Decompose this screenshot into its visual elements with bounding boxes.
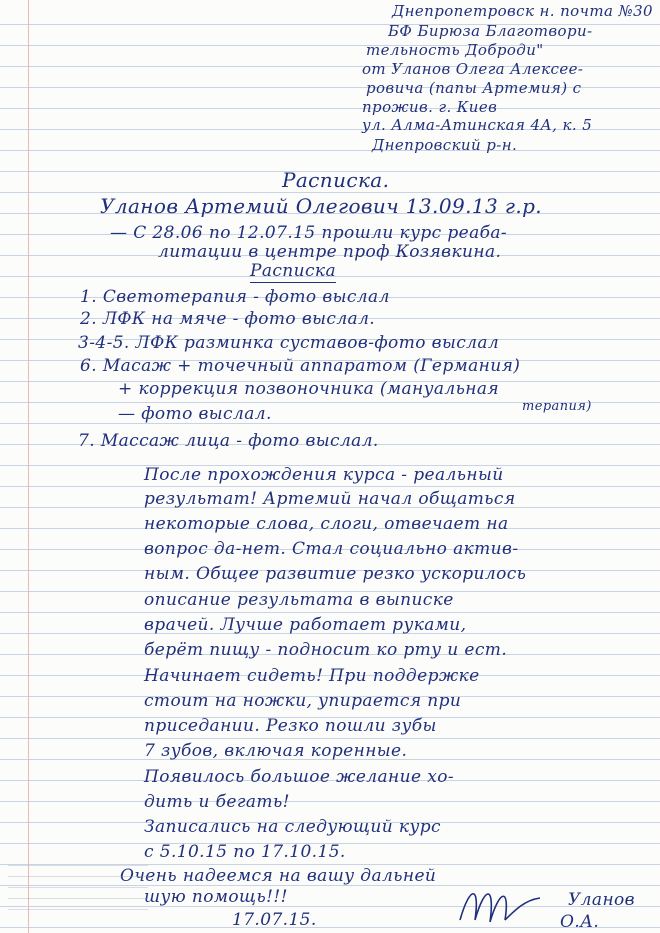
result-line-2: результат! Артемий начал общаться: [144, 489, 516, 509]
result-line-4: вопрос да-нет. Стал социально актив-: [144, 539, 519, 559]
signature-name: Уланов: [568, 890, 635, 910]
course-line-2: литации в центре проф Козявкина.: [158, 242, 502, 262]
result-line-8: берёт пищу - подносит ко рту и ест.: [144, 640, 508, 660]
result-line-1: После прохождения курса - реальный: [144, 465, 504, 485]
procedure-6-photo: — фото выслал.: [118, 404, 272, 424]
result-line-5: ным. Общее развитие резко ускорилось: [144, 564, 527, 584]
procedure-1: 1. Светотерапия - фото выслал: [80, 287, 390, 307]
header-line-4: от Уланов Олега Алексее-: [362, 60, 584, 78]
result-line-16: с 5.10.15 по 17.10.15.: [144, 842, 346, 862]
result-line-10: стоит на ножки, упирается при: [144, 691, 462, 711]
result-line-15: Записались на следующий курс: [144, 817, 441, 837]
result-line-6: описание результата в выписке: [144, 590, 454, 610]
subtitle: Расписка: [250, 261, 337, 281]
result-line-13: Появилось большое желание хо-: [144, 767, 455, 787]
procedure-3: 3-4-5. ЛФК разминка суставов-фото выслал: [78, 333, 500, 353]
result-line-14: дить и бегать!: [144, 792, 290, 812]
header-line-6: прожив. г. Киев: [362, 98, 498, 116]
procedure-6-note: терапия): [522, 399, 592, 414]
result-line-11: приседании. Резко пошли зубы: [144, 716, 437, 736]
document-date: 17.07.15.: [232, 910, 317, 930]
patient-line: Уланов Артемий Олегович 13.09.13 г.р.: [100, 194, 543, 218]
header-line-2: БФ Бирюза Благотвори-: [388, 22, 593, 40]
result-line-12: 7 зубов, включая коренные.: [144, 741, 408, 761]
result-line-3: некоторые слова, слоги, отвечает на: [144, 514, 509, 534]
result-line-17: Очень надеемся на вашу дальней: [120, 866, 437, 886]
document-title: Расписка.: [282, 168, 390, 192]
result-line-18: шую помощь!!!: [144, 887, 288, 907]
procedure-6-cont: + коррекция позвоночника (мануальная: [118, 379, 500, 399]
header-line-5: ровича (папы Артемия) с: [366, 79, 582, 97]
header-line-7: ул. Алма-Атинская 4А, к. 5: [362, 116, 593, 134]
margin-line: [28, 0, 29, 933]
footer-print-marks: [8, 855, 148, 925]
signature-initials: О.А.: [560, 912, 600, 932]
procedure-6: 6. Масаж + точечный аппаратом (Германия): [80, 356, 521, 376]
result-line-7: врачей. Лучше работает руками,: [144, 615, 467, 635]
signature-mark: [455, 880, 545, 930]
procedure-7: 7. Массаж лица - фото выслал.: [78, 431, 379, 451]
header-line-1: Днепропетровск н. почта №30: [392, 2, 653, 20]
course-line-1: — С 28.06 по 12.07.15 прошли курс реаба-: [110, 223, 508, 243]
result-line-9: Начинает сидеть! При поддержке: [144, 666, 480, 686]
procedure-2: 2. ЛФК на мяче - фото выслал.: [80, 309, 376, 329]
header-line-8: Днепровский р-н.: [372, 136, 518, 154]
header-line-3: тельность Доброди": [366, 41, 544, 59]
